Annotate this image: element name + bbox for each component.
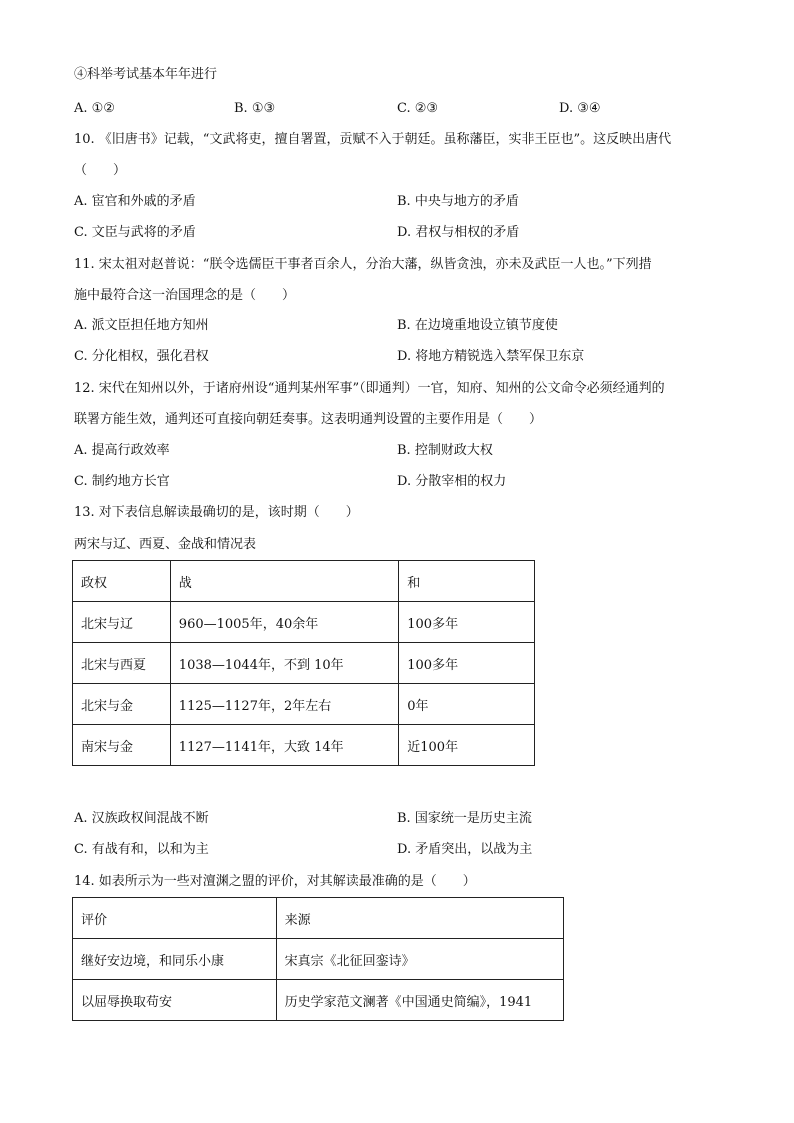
table-cell: 960—1005年，40余年	[170, 602, 398, 643]
q12-option-c: C. 制约地方长官	[74, 474, 170, 489]
q12-option-a: A. 提高行政效率	[74, 443, 170, 458]
q12-stem-line1: 12. 宋代在知州以外，于诸府州设“通判某州军事”（即通判）一官，知府、知州的公文命令必须经通判的	[74, 381, 665, 396]
table-cell: 南宋与金	[73, 725, 171, 766]
table-cell: 近100年	[399, 725, 535, 766]
q11-option-b: B. 在边境重地设立镇节度使	[397, 318, 558, 333]
table-cell: 0年	[399, 684, 535, 725]
q13-option-b: B. 国家统一是历史主流	[397, 811, 532, 826]
q9-option-d: D. ③④	[559, 101, 601, 116]
q11-stem-line1: 11. 宋太祖对赵普说：“朕令选儒臣干事者百余人，分治大藩，纵皆贪浊，亦未及武臣一人也。”下列措	[74, 257, 652, 272]
q12-stem-line2: 联署方能生效，通判还可直接向朝廷奏事。这表明通判设置的主要作用是（ ）	[74, 412, 543, 427]
q12-option-d: D. 分散宰相的权力	[397, 474, 507, 489]
q10-option-a: A. 宦官和外戚的矛盾	[74, 194, 196, 209]
table-cell: 历史学家范文澜著《中国通史简编》，1941	[276, 980, 563, 1021]
q13-option-d: D. 矛盾突出，以战为主	[397, 842, 533, 857]
table-row	[73, 725, 535, 766]
table-cell: 以屈辱换取苟安	[73, 980, 277, 1021]
table-cell: 1125—1127年，2年左右	[170, 684, 398, 725]
q11-option-d: D. 将地方精锐选入禁军保卫东京	[397, 349, 585, 364]
q9-option-b: B. ①③	[234, 101, 276, 116]
table-header-cell: 来源	[276, 898, 563, 939]
q14-table	[72, 897, 564, 1021]
table-header-cell: 政权	[73, 561, 171, 602]
table-cell: 北宋与金	[73, 684, 171, 725]
q12-option-b: B. 控制财政大权	[397, 443, 493, 458]
table-row	[73, 684, 535, 725]
table-cell: 1038—1044年，不到 10年	[170, 643, 398, 684]
table-header-row	[73, 561, 535, 602]
q13-option-a: A. 汉族政权间混战不断	[74, 811, 209, 826]
table-cell: 继好安边境，和同乐小康	[73, 939, 277, 980]
table-cell: 100多年	[399, 643, 535, 684]
q11-option-a: A. 派文臣担任地方知州	[74, 318, 209, 333]
table-row	[73, 980, 564, 1021]
q14-stem: 14. 如表所示为一些对澶渊之盟的评价，对其解读最准确的是（ ）	[74, 874, 476, 889]
table-cell: 1127—1141年，大致 14年	[170, 725, 398, 766]
q13-stem: 13. 对下表信息解读最确切的是，该时期（ ）	[74, 505, 359, 520]
table-row	[73, 643, 535, 684]
table-header-cell: 和	[399, 561, 535, 602]
q13-option-c: C. 有战有和，以和为主	[74, 842, 209, 857]
q11-stem-line2: 施中最符合这一治国理念的是（ ）	[74, 288, 296, 303]
table-cell: 宋真宗《北征回銮诗》	[276, 939, 563, 980]
q11-option-c: C. 分化相权，强化君权	[74, 349, 209, 364]
q10-option-b: B. 中央与地方的矛盾	[397, 194, 519, 209]
table-header-cell: 评价	[73, 898, 277, 939]
table-cell: 北宋与辽	[73, 602, 171, 643]
table-row	[73, 939, 564, 980]
q9-item-4: ④科举考试基本年年进行	[74, 67, 218, 82]
q10-stem-line1: 10. 《旧唐书》记载，“文武将吏，擅自署置，贡赋不入于朝廷。虽称藩臣，实非王臣也”。这反映出唐代	[74, 132, 672, 147]
q9-option-a: A. ①②	[74, 101, 115, 116]
q10-option-d: D. 君权与相权的矛盾	[397, 225, 520, 240]
table-cell: 北宋与西夏	[73, 643, 171, 684]
table-row	[73, 602, 535, 643]
q10-option-c: C. 文臣与武将的矛盾	[74, 225, 196, 240]
q13-table-title: 两宋与辽、西夏、金战和情况表	[74, 537, 257, 552]
table-cell: 100多年	[399, 602, 535, 643]
q13-table	[72, 560, 535, 766]
table-header-cell: 战	[170, 561, 398, 602]
q9-option-c: C. ②③	[397, 101, 439, 116]
q10-stem-line2: （ ）	[74, 163, 127, 178]
table-header-row	[73, 898, 564, 939]
